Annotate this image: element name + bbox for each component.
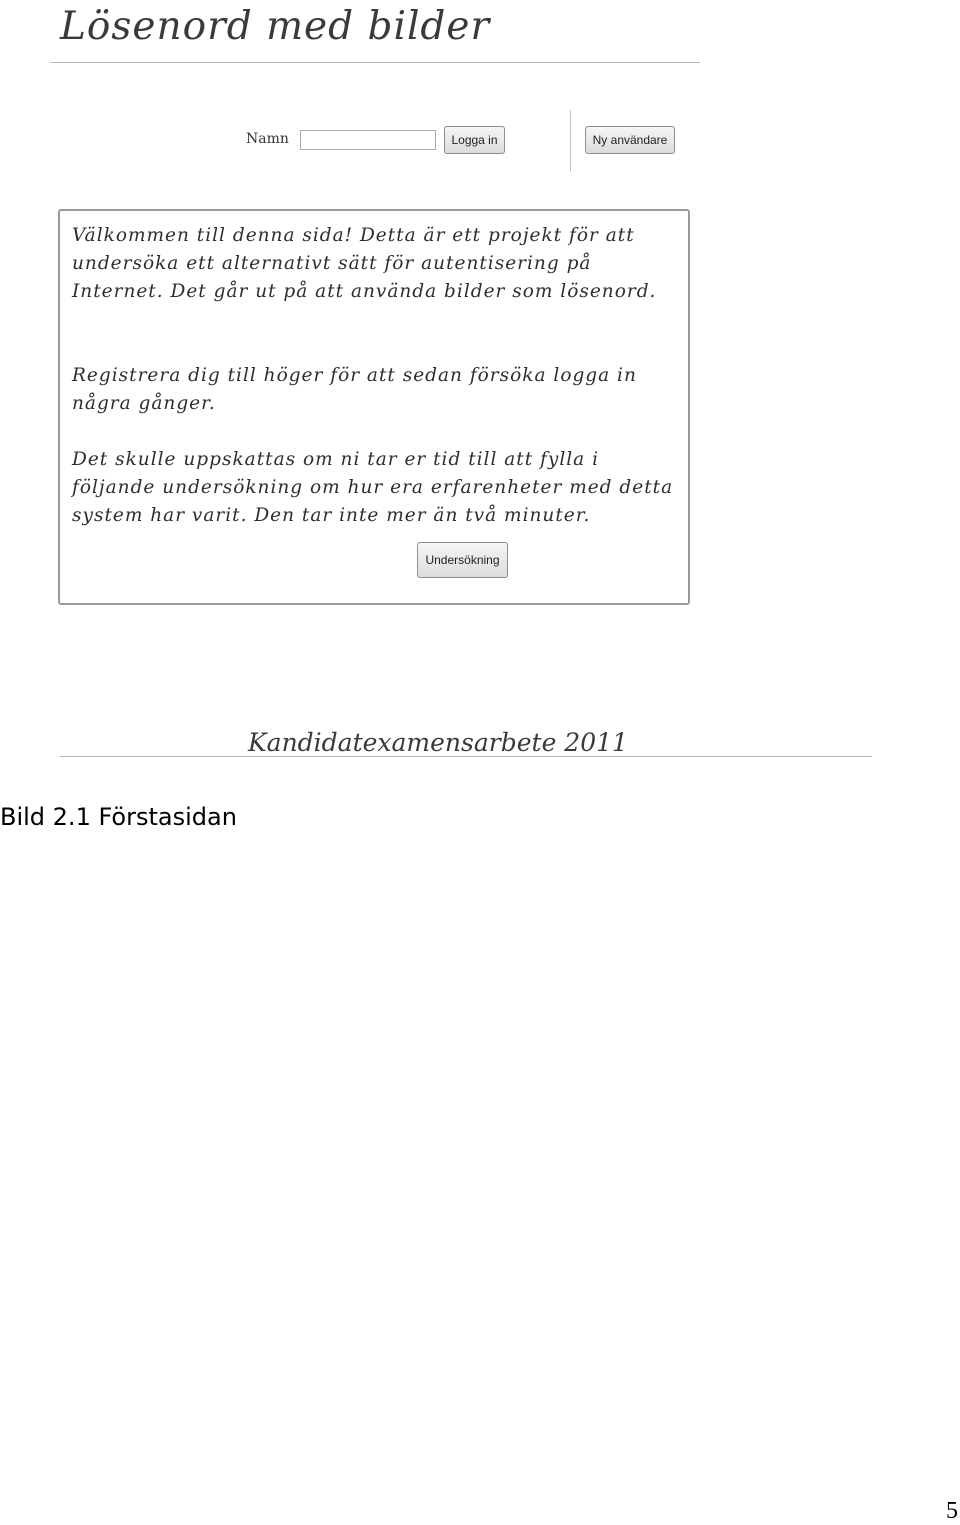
welcome-paragraph-intro: Välkommen till denna sida! Detta är ett projekt för att undersöka ett alternativt sätt för autentisering på Internet. Det går ut på att använda bilder som lösenord. <box>72 225 657 302</box>
name-input[interactable] <box>300 130 436 150</box>
survey-button[interactable]: Undersökning <box>417 542 508 578</box>
welcome-box <box>58 209 690 605</box>
footer-divider <box>60 756 872 757</box>
header-divider <box>50 62 700 63</box>
login-button[interactable]: Logga in <box>444 126 505 154</box>
site-title: Lösenord med bilder <box>60 4 491 49</box>
welcome-paragraph-survey: Det skulle uppskattas om ni tar er tid till att fylla i följande undersökning om hur era erfarenheter med detta system har varit. Den tar inte mer än två minuter. <box>72 449 674 526</box>
login-divider <box>570 110 571 172</box>
welcome-paragraph-register: Registrera dig till höger för att sedan försöka logga in några gånger. <box>72 365 637 414</box>
new-user-button[interactable]: Ny användare <box>585 126 675 154</box>
figure-caption: Bild 2.1 Förstasidan <box>0 803 237 831</box>
page-number: 5 <box>946 1498 958 1524</box>
name-label: Namn <box>246 131 289 147</box>
footer-text: Kandidatexamensarbete 2011 <box>248 728 628 757</box>
